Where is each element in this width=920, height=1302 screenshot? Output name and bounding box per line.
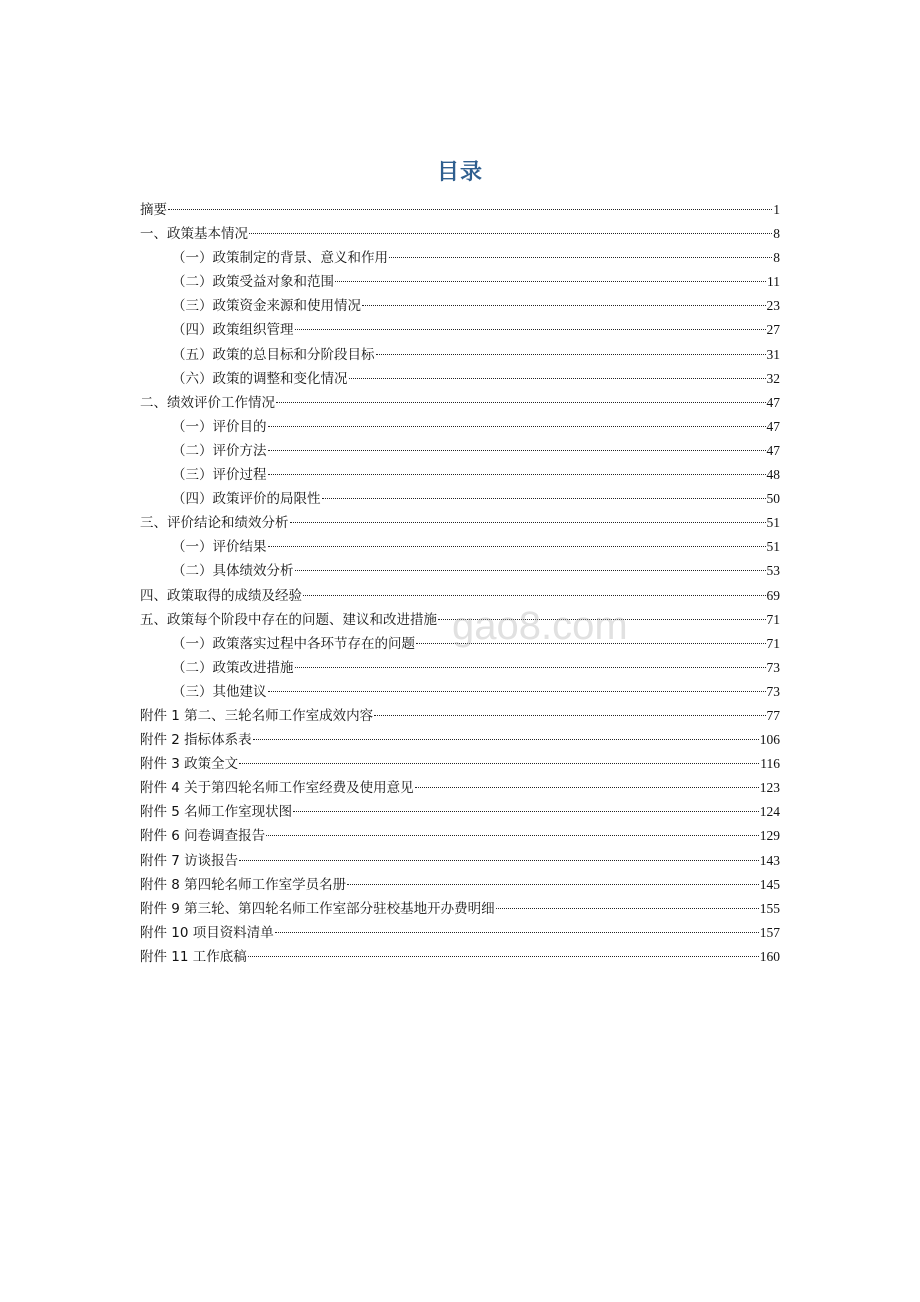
toc-leader-dots xyxy=(239,860,759,861)
toc-entry-page: 157 xyxy=(759,924,780,940)
toc-entry-label: 附件 2 指标体系表 xyxy=(140,732,252,749)
toc-entry-page: 145 xyxy=(759,876,780,892)
toc-entry[interactable] xyxy=(140,824,780,848)
toc-entry[interactable] xyxy=(140,680,780,704)
toc-entry-label: 摘要 xyxy=(140,202,167,218)
toc-entry-label: 一、政策基本情况 xyxy=(140,226,248,243)
toc-entry-label: （四）政策组织管理 xyxy=(172,322,294,339)
toc-entry-label: 附件 9 第三轮、第四轮名师工作室部分驻校基地开办费明细 xyxy=(140,900,495,917)
toc-entry[interactable] xyxy=(140,439,780,463)
toc-entry-page: 116 xyxy=(760,756,780,772)
toc-leader-dots xyxy=(290,522,766,523)
toc-entry-page: 11 xyxy=(767,274,780,290)
toc-leader-dots xyxy=(276,402,766,403)
toc-entry-label: （一）评价结果 xyxy=(172,539,267,556)
toc-leader-dots xyxy=(268,474,766,475)
toc-entry-label: 附件 11 工作底稿 xyxy=(140,948,247,965)
toc-leader-dots xyxy=(295,570,766,571)
toc-entry-page: 71 xyxy=(766,611,780,627)
toc-entry[interactable] xyxy=(140,608,780,632)
toc-entry[interactable] xyxy=(140,584,780,608)
toc-entry[interactable] xyxy=(140,535,780,559)
toc-entry-page: 129 xyxy=(759,828,780,844)
toc-leader-dots xyxy=(268,546,766,547)
toc-entry[interactable] xyxy=(140,752,780,776)
toc-leader-dots xyxy=(239,763,759,764)
toc-entry-label: （一）政策落实过程中各环节存在的问题 xyxy=(172,635,415,652)
toc-entry-label: 附件 1 第二、三轮名师工作室成效内容 xyxy=(140,707,374,724)
toc-entry-label: （三）其他建议 xyxy=(172,683,267,700)
toc-entry[interactable] xyxy=(140,391,780,415)
toc-leader-dots xyxy=(389,257,772,258)
toc-leader-dots xyxy=(416,643,766,644)
toc-entry[interactable] xyxy=(140,270,780,294)
toc-entry[interactable] xyxy=(140,849,780,873)
toc-leader-dots xyxy=(268,691,766,692)
toc-entry-page: 51 xyxy=(766,539,780,555)
toc-entry-page: 73 xyxy=(766,659,780,675)
toc-leader-dots xyxy=(249,233,772,234)
toc-entry-label: 附件 8 第四轮名师工作室学员名册 xyxy=(140,876,347,893)
toc-entry-label: （二）评价方法 xyxy=(172,442,267,459)
toc-entry-label: 附件 7 访谈报告 xyxy=(140,852,239,869)
toc-entry-label: （一）评价目的 xyxy=(172,418,267,435)
toc-entry-label: （二）具体绩效分析 xyxy=(172,563,294,580)
toc-leader-dots xyxy=(374,715,765,716)
toc-entry-label: 四、政策取得的成绩及经验 xyxy=(140,587,302,604)
toc-entry-label: 三、评价结论和绩效分析 xyxy=(140,515,289,532)
toc-entry[interactable] xyxy=(140,511,780,535)
toc-entry-label: 二、绩效评价工作情况 xyxy=(140,394,275,411)
toc-entry-page: 32 xyxy=(766,370,780,386)
toc-entry-page: 143 xyxy=(759,852,780,868)
toc-leader-dots xyxy=(376,354,766,355)
toc-entry-label: 附件 5 名师工作室现状图 xyxy=(140,804,293,821)
toc-entry-label: （二）政策改进措施 xyxy=(172,659,294,676)
toc-leader-dots xyxy=(303,595,766,596)
toc-entry-page: 31 xyxy=(766,346,780,362)
toc-entry[interactable] xyxy=(140,945,780,969)
toc-entry[interactable] xyxy=(140,559,780,583)
toc-entry[interactable] xyxy=(140,415,780,439)
toc-entry-page: 77 xyxy=(766,707,780,723)
toc-entry[interactable] xyxy=(140,632,780,656)
toc-entry-label: （三）政策资金来源和使用情况 xyxy=(172,298,361,315)
toc-entry-page: 47 xyxy=(766,442,780,458)
toc-entry-page: 50 xyxy=(766,491,780,507)
toc-entry-page: 47 xyxy=(766,394,780,410)
toc-entry-page: 160 xyxy=(759,948,780,964)
watermark: gao8.com xyxy=(452,604,628,648)
toc-leader-dots xyxy=(322,498,766,499)
toc-leader-dots xyxy=(275,932,759,933)
toc-leader-dots xyxy=(295,667,766,668)
toc-entry[interactable] xyxy=(140,487,780,511)
toc-entry-label: （四）政策评价的局限性 xyxy=(172,491,321,508)
toc-entry[interactable] xyxy=(140,318,780,342)
toc-entry[interactable] xyxy=(140,656,780,680)
toc-entry[interactable] xyxy=(140,921,780,945)
toc-entry-page: 155 xyxy=(759,900,780,916)
page-title: 目录 xyxy=(436,160,483,185)
toc-entry-page: 123 xyxy=(759,780,780,796)
toc-entry-page: 47 xyxy=(766,418,780,434)
toc-entry-label: （五）政策的总目标和分阶段目标 xyxy=(172,346,375,363)
toc-leader-dots xyxy=(349,378,766,379)
toc-entry[interactable] xyxy=(140,198,780,222)
toc-entry-page: 51 xyxy=(766,515,780,531)
toc-entry-label: （三）评价过程 xyxy=(172,467,267,484)
toc-entry[interactable] xyxy=(140,728,780,752)
toc-leader-dots xyxy=(362,305,766,306)
toc-leader-dots xyxy=(268,426,766,427)
toc-entry-page: 124 xyxy=(759,804,780,820)
toc-entry-page: 69 xyxy=(766,587,780,603)
table-of-contents xyxy=(140,198,780,969)
toc-entry[interactable] xyxy=(140,294,780,318)
toc-entry-page: 73 xyxy=(766,683,780,699)
toc-leader-dots xyxy=(415,787,759,788)
toc-entry-page: 1 xyxy=(773,202,780,217)
toc-entry[interactable] xyxy=(140,222,780,246)
toc-entry[interactable] xyxy=(140,246,780,270)
toc-entry-label: 附件 3 政策全文 xyxy=(140,756,239,773)
toc-entry[interactable] xyxy=(140,897,780,921)
toc-entry-page: 53 xyxy=(766,563,780,579)
toc-leader-dots xyxy=(496,908,759,909)
toc-leader-dots xyxy=(295,329,766,330)
toc-leader-dots xyxy=(268,450,766,451)
toc-leader-dots xyxy=(347,884,759,885)
toc-entry-label: 附件 4 关于第四轮名师工作室经费及使用意见 xyxy=(140,780,414,797)
toc-entry-label: 附件 10 项目资料清单 xyxy=(140,924,274,941)
toc-leader-dots xyxy=(248,956,759,957)
toc-entry-page: 8 xyxy=(773,226,780,242)
toc-entry-label: （六）政策的调整和变化情况 xyxy=(172,370,348,387)
toc-entry-label: （一）政策制定的背景、意义和作用 xyxy=(172,250,388,267)
toc-entry[interactable] xyxy=(140,463,780,487)
toc-entry-label: 五、政策每个阶段中存在的问题、建议和改进措施 xyxy=(140,611,437,628)
toc-entry-page: 23 xyxy=(766,298,780,314)
toc-entry[interactable] xyxy=(140,343,780,367)
toc-entry[interactable] xyxy=(140,800,780,824)
toc-leader-dots xyxy=(293,811,759,812)
toc-entry-page: 27 xyxy=(766,322,780,338)
toc-entry[interactable] xyxy=(140,704,780,728)
toc-entry-page: 8 xyxy=(773,250,780,266)
toc-leader-dots xyxy=(253,739,759,740)
toc-entry-page: 48 xyxy=(766,467,780,483)
toc-leader-dots xyxy=(438,619,766,620)
toc-entry[interactable] xyxy=(140,776,780,800)
toc-entry[interactable] xyxy=(140,367,780,391)
toc-entry[interactable] xyxy=(140,873,780,897)
toc-entry-label: 附件 6 问卷调查报告 xyxy=(140,828,266,845)
toc-entry-label: （二）政策受益对象和范围 xyxy=(172,274,334,291)
toc-leader-dots xyxy=(335,281,766,282)
toc-leader-dots xyxy=(168,209,772,210)
toc-entry-page: 71 xyxy=(766,635,780,651)
toc-entry-page: 106 xyxy=(759,732,780,748)
toc-leader-dots xyxy=(266,835,759,836)
